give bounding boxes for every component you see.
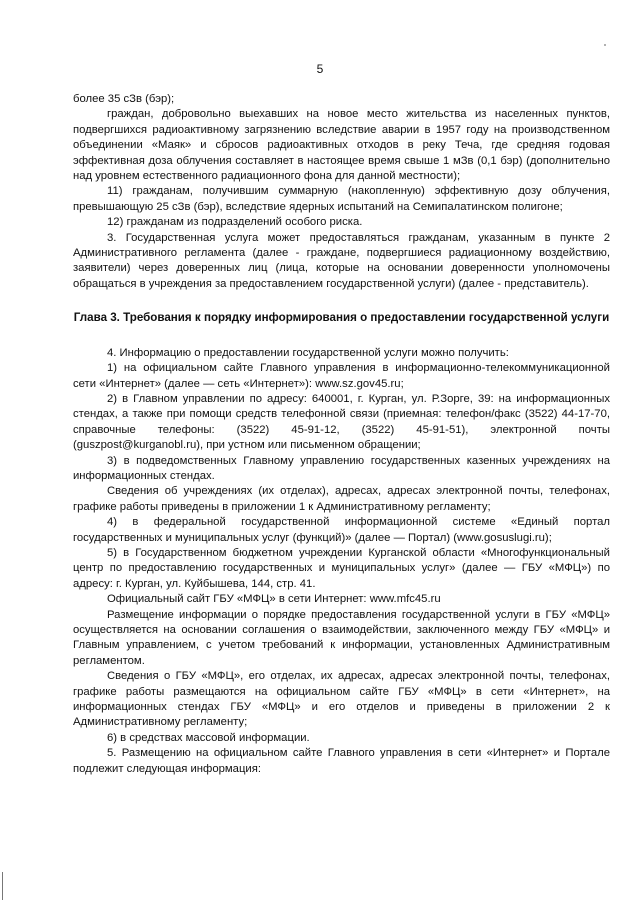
- paragraph: Сведения о ГБУ «МФЦ», его отделах, их адресах, адресах электронной почты, телефонах, графике работы размещаются на официальном сайте ГБУ «МФЦ» в сети «Интернет», на информационных стендах ГБУ «МФЦ» и его отделов и приведены в приложении 2 к Административному регламенту;: [73, 670, 610, 729]
- paragraph: 5) в Государственном бюджетном учреждении Курганской области «Многофункциональный центр по предоставлению государственных и муниципальных услуг» (далее — ГБУ «МФЦ») по адресу: г. Курган, ул. Куйбышева, 144, стр. 41.: [73, 546, 610, 590]
- scan-margin-line: [2, 872, 3, 900]
- paragraph: 12) гражданам из подразделений особого риска.: [107, 216, 363, 229]
- paragraph: 4. Информацию о предоставлении государственной услуги можно получить:: [107, 346, 509, 359]
- paragraph: Размещение информации о порядке предоставления государственной услуги в ГБУ «МФЦ» осуществляется на основании соглашения о взаимодействии, заключенного между ГБУ «МФЦ» и Главным управлением, с учетом требований к информации, установленных Административным регламентом.: [73, 608, 610, 667]
- paragraph: 2) в Главном управлении по адресу: 640001, г. Курган, ул. Р.Зорге, 39: на информационных стендах, а также при помощи средств телефонной связи (приемная: телефон/факс (3522) 44-17-70, справочные телефоны: (3522) 45-91-12, (3522) 45-91-51), электронной почты (guszpost@kurganobl.ru), при устном или письменном обращении;: [73, 392, 610, 452]
- paragraph: Сведения об учреждениях (их отделах), адресах, адресах электронной почты, телефонах, графике работы приведены в приложении 1 к Административному регламенту;: [73, 485, 610, 513]
- paragraph: Официальный сайт ГБУ «МФЦ» в сети Интернет: www.mfc45.ru: [107, 593, 441, 606]
- paragraph: 1) на официальном сайте Главного управления в информационно-телекоммуникационной сети «Интернет» (далее — сеть «Интернет»): www.sz.gov45.ru;: [73, 362, 610, 390]
- paragraph: 5. Размещению на официальном сайте Главного управления в сети «Интернет» и Портале подлежит следующая информация:: [73, 747, 610, 775]
- chapter-heading: Глава 3. Требования к порядку информирования о предоставлении государственной услуги: [73, 311, 610, 325]
- paragraph: 6) в средствах массовой информации.: [107, 731, 310, 744]
- paragraph: 3. Государственная услуга может предоставляться гражданам, указанным в пункте 2 Административного регламента (далее - граждане, подвергшиеся радиационному воздействию, заявители) через доверенных лиц (лица, которые на основании доверенности уполномочены обращаться в учреждения за предоставлением государственной услуги) (далее - представитель).: [73, 231, 610, 290]
- document-body: [73, 92, 610, 777]
- scan-artifact-dot: [604, 44, 606, 46]
- paragraph: 3) в подведомственных Главному управлению государственных казенных учреждениях на информационных стендах.: [73, 454, 610, 482]
- paragraph: граждан, добровольно выехавших на новое место жительства из населенных пунктов, подвергшихся радиоактивному загрязнению вследствие аварии в 1957 году на производственном объединении «Маяк» и сбросов радиоактивных отходов в реку Теча, где средняя годовая эффективная доза облучения составляет в настоящее время свыше 1 мЗв (0,1 бэр) (дополнительно над уровнем естественного радиационного фона для данной местности);: [73, 108, 610, 183]
- paragraph: 4) в федеральной государственной информационной системе «Единый портал государственных и муниципальных услуг (функций)» (далее — Портал) (www.gosuslugi.ru);: [73, 516, 610, 544]
- page-number: 5: [316, 62, 324, 76]
- paragraph: 11) гражданам, получившим суммарную (накопленную) эффективную дозу облучения, превышающую 25 сЗв (бэр), вследствие ядерных испытаний на Семипалатинском полигоне;: [73, 185, 610, 213]
- paragraph: более 35 сЗв (бэр);: [73, 93, 175, 105]
